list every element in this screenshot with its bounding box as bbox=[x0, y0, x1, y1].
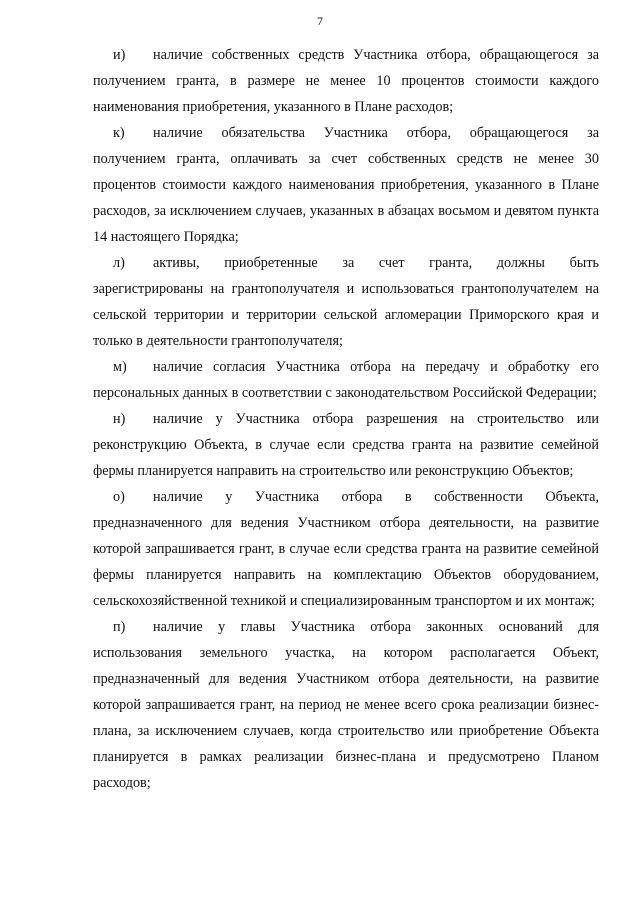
list-item-k bbox=[93, 120, 599, 250]
list-item-text: получением гранта, оплачивать за счет собственных средств не менее 30 процентов стоимости каждого наименования приобретения, указанного в Плане расходов, за исключением случаев, указанных в абзацах восьмом и девятом пункта 14 настоящего Порядка; bbox=[93, 151, 599, 245]
list-item-first-line bbox=[93, 42, 599, 68]
list-item-letter: к) bbox=[113, 125, 125, 141]
list-item-first-line bbox=[93, 354, 599, 380]
list-item-lead: активы, приобретенные за счет гранта, должны быть bbox=[153, 255, 599, 271]
list-item-p bbox=[93, 614, 599, 796]
list-item-text: реконструкцию Объекта, в случае если средства гранта на развитие семейной фермы планируется направить на строительство или реконструкцию Объектов; bbox=[93, 437, 599, 479]
list-item-lead: наличие обязательства Участника отбора, обращающегося за bbox=[153, 125, 599, 141]
list-item-lead: наличие у Участника отбора разрешения на строительство или bbox=[153, 411, 599, 427]
list-item-lead: наличие у главы Участника отбора законных оснований для bbox=[153, 619, 599, 635]
list-item-text: использования земельного участка, на котором располагается Объект, предназначенный для ведения Участником отбора деятельности, на развитие которой запрашивается грант, на период не менее всего срока реализации бизнес-плана, за исключением случаев, когда строительство или приобретение Объекта планируется в рамках реализации бизнес-плана и предусмотрено Планом расходов; bbox=[93, 645, 599, 791]
list-item-letter: н) bbox=[113, 411, 126, 427]
page-number: 7 bbox=[317, 14, 323, 28]
list-item-letter: л) bbox=[113, 255, 125, 271]
list-item-letter: о) bbox=[113, 489, 125, 505]
list-item-l bbox=[93, 250, 599, 354]
list-item-letter: и) bbox=[113, 47, 126, 63]
list-item-text: получением гранта, в размере не менее 10 процентов стоимости каждого наименования приобретения, указанного в Плане расходов; bbox=[93, 73, 599, 115]
list-item-lead: наличие у Участника отбора в собственности Объекта, bbox=[153, 489, 599, 505]
list-item-text: предназначенного для ведения Участником отбора деятельности, на развитие которой запрашивается грант, в случае если средства гранта на развитие семейной фермы планируется направить на комплектацию Объектов оборудованием, сельскохозяйственной техникой и специализированным транспортом и их монтаж; bbox=[93, 515, 599, 609]
list-item-o bbox=[93, 484, 599, 614]
list-item-first-line bbox=[93, 120, 599, 146]
list-item-n bbox=[93, 406, 599, 484]
document-body bbox=[93, 42, 599, 796]
list-item-text: персональных данных в соответствии с законодательством Российской Федерации; bbox=[93, 385, 597, 401]
list-item-lead: наличие собственных средств Участника отбора, обращающегося за bbox=[153, 47, 599, 63]
list-item-first-line bbox=[93, 250, 599, 276]
list-item-i bbox=[93, 42, 599, 120]
list-item-first-line bbox=[93, 614, 599, 640]
list-item-first-line bbox=[93, 406, 599, 432]
list-item-letter: п) bbox=[113, 619, 126, 635]
list-item-letter: м) bbox=[113, 359, 127, 375]
list-item-lead: наличие согласия Участника отбора на передачу и обработку его bbox=[153, 359, 599, 375]
list-item-text: зарегистрированы на грантополучателя и использоваться грантополучателем на сельской территории и территории сельской агломерации Приморского края и только в деятельности грантополучателя; bbox=[93, 281, 599, 349]
list-item-m bbox=[93, 354, 599, 406]
list-item-first-line bbox=[93, 484, 599, 510]
